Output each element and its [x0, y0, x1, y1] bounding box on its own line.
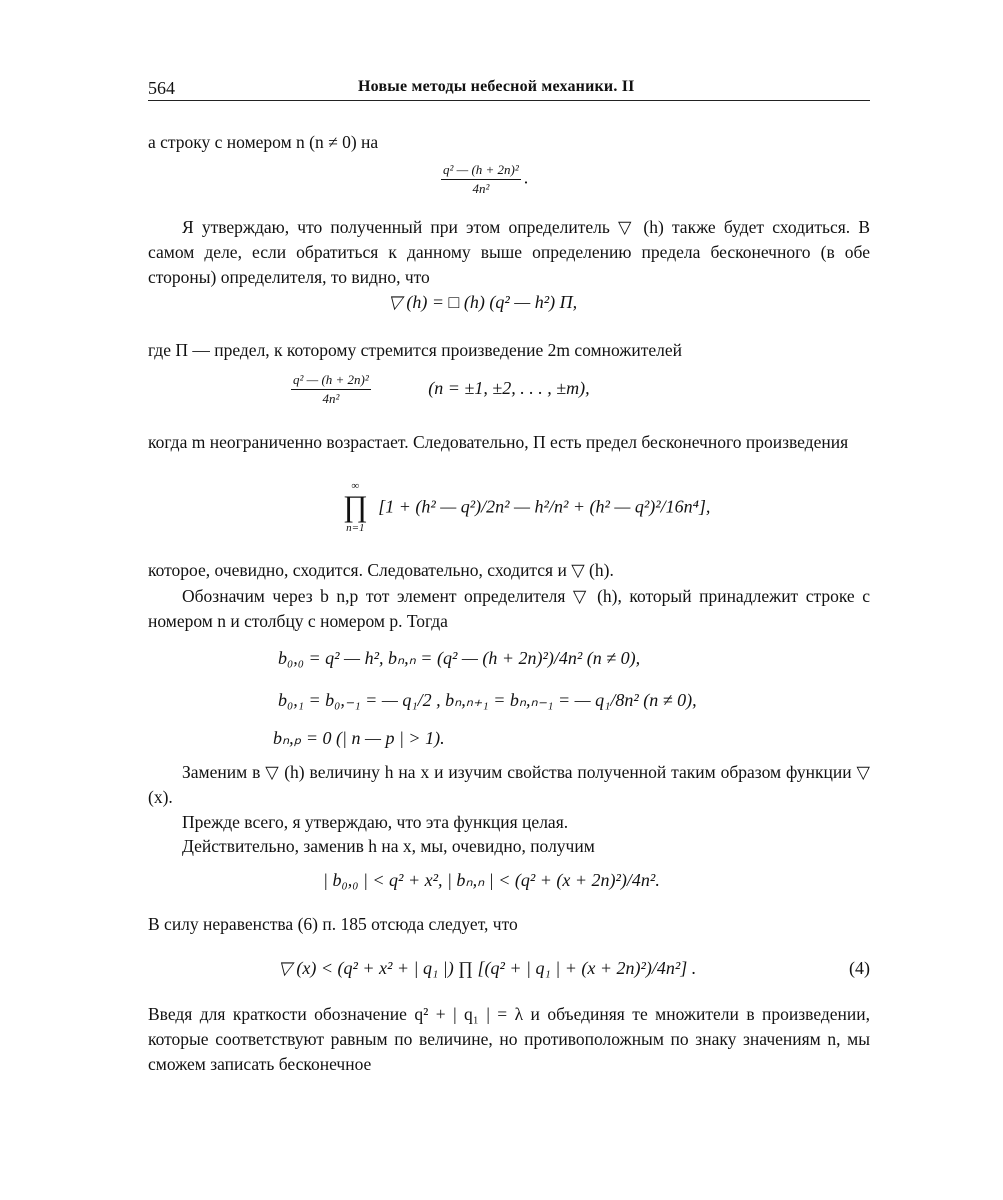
paragraph-5: которое, очевидно, сходится. Следовательно, сходится и ▽ (h).: [148, 560, 614, 580]
running-title: Новые методы небесной механики. II: [358, 78, 635, 95]
equation-condition: (n = ±1, ±2, . . . , ±m),: [428, 377, 590, 398]
fraction-numerator: q² — (h + 2n)²: [441, 162, 521, 180]
product-operator: [343, 480, 368, 534]
paragraph-6: Обозначим через b n,p тот элемент определителя ▽ (h), который принадлежит строке с номером n и столбцу с номером p. Тогда: [148, 586, 870, 631]
equation-row-fraction: $\frac{\text{q² — (h + 2n)²}}{\text{4n²}}$ .: [443, 162, 529, 196]
page-number: 564: [148, 78, 175, 98]
equation-infinite-product: [343, 480, 710, 534]
equation-determinant-relation: ▽ (h) = □ (h) (q² — h²) Π,: [388, 292, 578, 312]
fraction: [441, 162, 521, 197]
fraction-numerator: q² — (h + 2n)²: [291, 372, 371, 390]
paragraph-9: Действительно, заменив h на x, мы, очевидно, получим: [182, 836, 595, 856]
paragraph-3: где Π — предел, к которому стремится произведение 2m сомножителей: [148, 340, 683, 360]
paragraph-2: Я утверждаю, что полученный при этом определитель ▽ (h) также будет сходиться. В самом деле, если обратиться к данному выше определению предела бесконечного (в обе стороны) определителя, то видно, что: [148, 217, 870, 287]
equation-inequalities: | b₀,₀ | < q² + x², | bₙ,ₙ | < (q² + (x + 2n)²)/4n².: [323, 870, 660, 890]
equation-b00: b₀,₀ = q² — h², bₙ,ₙ = (q² — (h + 2n)²)/4n² (n ≠ 0),: [278, 648, 641, 668]
paragraph-7: Заменим в ▽ (h) величину h на x и изучим свойства полученной таким образом функции ▽ (x).: [148, 762, 870, 807]
fraction-denominator: 4n²: [322, 391, 340, 406]
fraction: [291, 372, 371, 407]
paragraph-1: а строку с номером n (n ≠ 0) на: [148, 132, 379, 152]
equation-b01: b₀,₁ = b₀,₋₁ = — q₁/2 , bₙ,ₙ₊₁ = bₙ,ₙ₋₁ = — q₁/8n² (n ≠ 0),: [278, 690, 697, 710]
product-symbol-icon: ∏: [343, 490, 368, 523]
paragraph-10: В силу неравенства (6) п. 185 отсюда следует, что: [148, 914, 518, 934]
fraction-denominator: 4n²: [472, 181, 490, 196]
equation-number: (4): [849, 958, 870, 978]
product-upper-limit: ∞: [351, 480, 360, 492]
equation-bnp: bₙ,ₚ = 0 (| n — p | > 1).: [273, 728, 445, 748]
paragraph-11: Введя для краткости обозначение q² + | q₁ | = λ и объединяя те множители в произведении, которые соответствуют равным по величине, но противоположным по знаку значениям n, мы сможем записать бесконечное: [148, 1004, 870, 1074]
equation-factor: [288, 372, 590, 407]
equation-bound: ▽ (x) < (q² + x² + | q₁ |) ∏ [(q² + | q₁ | + (x + 2n)²)/4n²] .: [278, 958, 697, 978]
book-page: [148, 70, 870, 1074]
product-lower-limit: n=1: [346, 522, 365, 534]
page-header: [148, 70, 870, 101]
product-body: [1 + (h² — q²)/2n² — h²/n² + (h² — q²)²/16n⁴],: [378, 496, 711, 517]
paragraph-4: когда m неограниченно возрастает. Следовательно, Π есть предел бесконечного произведения: [148, 432, 849, 452]
paragraph-8: Прежде всего, я утверждаю, что эта функция целая.: [182, 812, 569, 832]
